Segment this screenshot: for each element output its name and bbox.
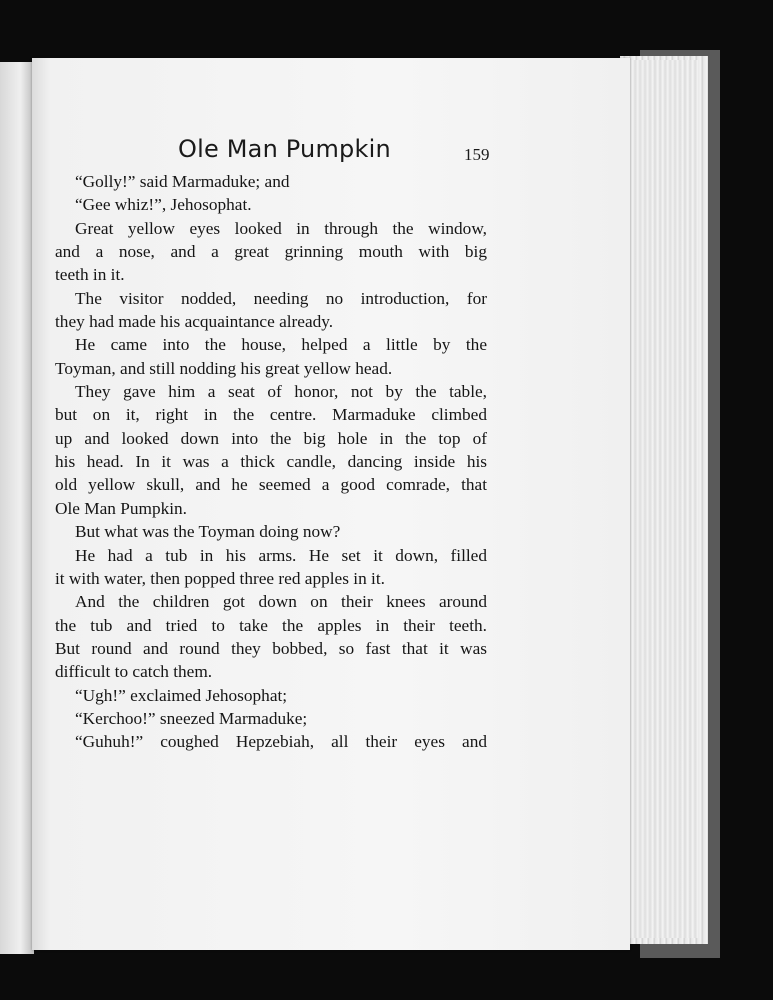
text-line: And the children got down on their knees around xyxy=(75,592,487,612)
text-line: and a nose, and a great grinning mouth with big xyxy=(55,242,487,262)
text-line: teeth in it. xyxy=(55,265,125,285)
text-line: “Kerchoo!” sneezed Marmaduke; xyxy=(75,708,308,728)
text-line: “Ugh!” exclaimed Jehosophat; xyxy=(75,685,288,705)
text-line: they had made his acquaintance already. xyxy=(55,312,334,332)
book-page xyxy=(32,58,630,950)
text-line: They gave him a seat of honor, not by the table, xyxy=(75,382,487,402)
text-line: old yellow skull, and he seemed a good comrade, that xyxy=(55,475,487,495)
text-line: it with water, then popped three red apples in it. xyxy=(55,568,385,588)
text-line: “Guhuh!” coughed Hepzebiah, all their eyes and xyxy=(75,732,487,752)
text-line: Great yellow eyes looked in through the window, xyxy=(75,218,487,238)
text-line: difficult to catch them. xyxy=(55,662,213,682)
facing-page-edge xyxy=(0,62,34,954)
page-edges-inner xyxy=(628,60,698,938)
text-line: He came into the house, helped a little by the xyxy=(75,335,487,355)
running-title: Ole Man Pumpkin xyxy=(178,135,391,163)
text-line: But what was the Toyman doing now? xyxy=(75,522,341,542)
text-line: Toyman, and still nodding his great yellow head. xyxy=(55,358,393,378)
text-line: “Gee whiz!”, Jehosophat. xyxy=(75,195,252,215)
text-line: Ole Man Pumpkin. xyxy=(55,498,188,518)
page-number: 159 xyxy=(464,145,490,164)
body-text xyxy=(55,170,487,754)
text-line: his head. In it was a thick candle, dancing inside his xyxy=(55,452,487,472)
text-line: the tub and tried to take the apples in their teeth. xyxy=(55,615,487,635)
running-head xyxy=(32,135,630,169)
text-line: The visitor nodded, needing no introduction, for xyxy=(75,288,487,308)
text-line: “Golly!” said Marmaduke; and xyxy=(75,172,290,191)
text-line: up and looked down into the big hole in the top of xyxy=(55,428,487,448)
text-line: But round and round they bobbed, so fast that it was xyxy=(55,638,487,658)
text-line: but on it, right in the centre. Marmaduke climbed xyxy=(55,405,487,425)
text-line: He had a tub in his arms. He set it down, filled xyxy=(75,545,487,565)
